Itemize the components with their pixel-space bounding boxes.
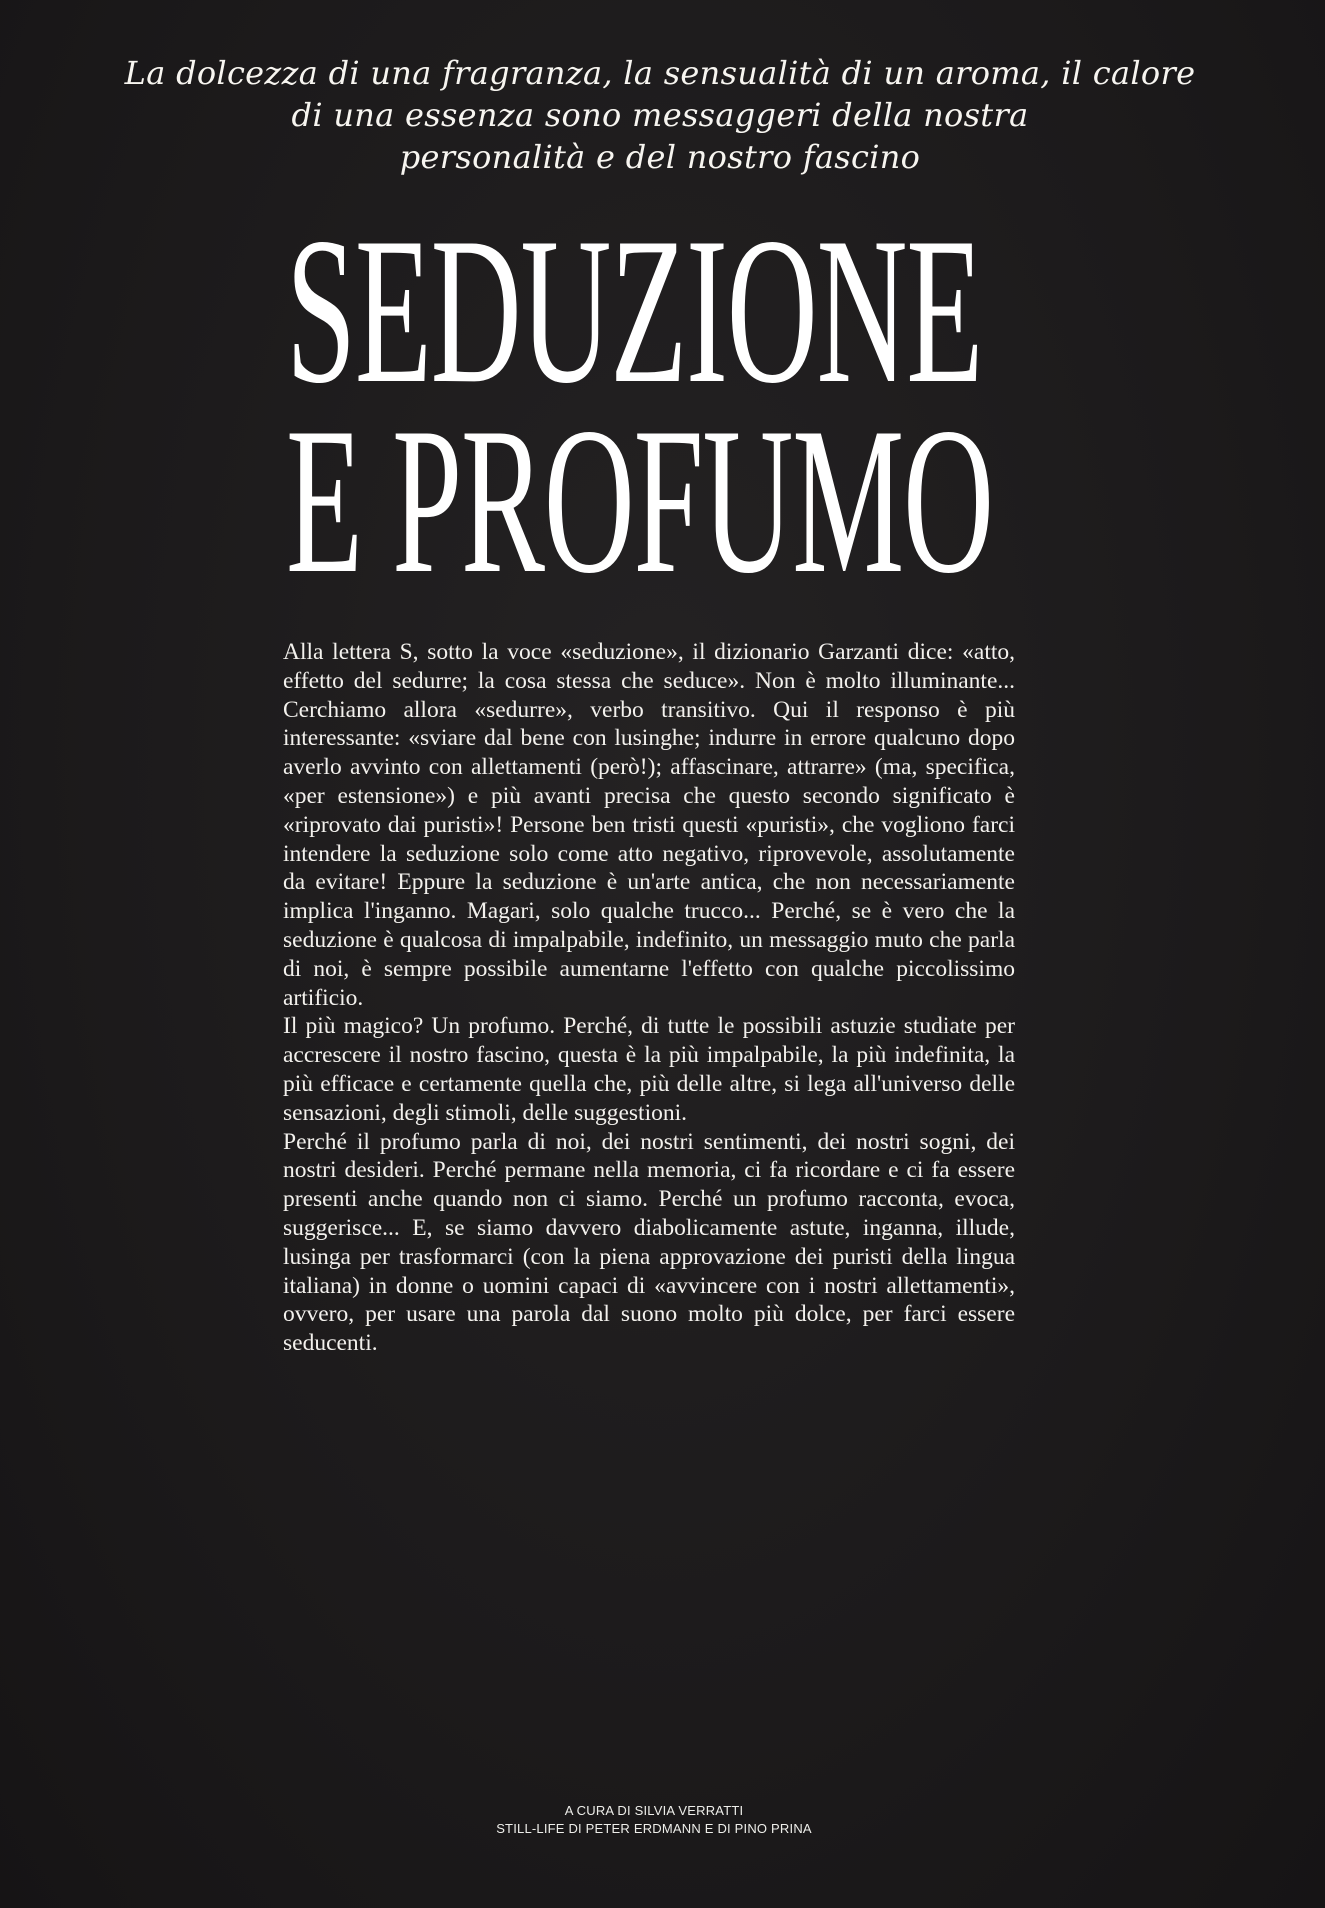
subtitle-line-2: di una essenza sono messaggeri della nostra [291,96,1029,134]
title-line-1: SEDUZIONE [286,195,983,427]
body-paragraph-1: Alla lettera S, sotto la voce «seduzione», il dizionario Garzanti dice: «atto, effetto del sedurre; la cosa stessa che seduce». Non è molto illuminante... Cerchiamo allora «sedurre», verbo transitivo. Qui il responso è più interessante: «sviare dal bene con lusinghe; indurre in errore qualcuno dopo averlo avvinto con allettamenti (però!); affascinare, attrarre» (ma, specifica, «per estensione») e più avanti precisa che questo secondo significato è «riprovato dai puristi»! Persone ben tristi questi «puristi», che vogliono farci intendere la seduzione solo come atto negativo, riprovevole, assolutamente da evitare! Eppure la seduzione è un'arte antica, che non necessariamente implica l'inganno. Magari, solo qualche trucco... Perché, se è vero che la seduzione è qualcosa di impalpabile, indefinito, un messaggio muto che parla di noi, è sempre possibile aumentarne l'effetto con qualche piccolissimo artificio. [283,639,1015,1011]
subtitle-line-1: La dolcezza di una fragranza, la sensualità di un aroma, il calore [124,54,1196,92]
body-paragraph-3: Perché il profumo parla di noi, dei nostri sentimenti, dei nostri sogni, dei nostri desideri. Perché permane nella memoria, ci fa ricordare e ci fa essere presenti anche quando non ci siamo. Perché un profumo racconta, evoca, suggerisce... E, se siamo davvero diabolicamente astute, inganna, illude, lusinga per trasformarci (con la piena approvazione dei puristi della lingua italiana) in donne o uomini capaci di «avvincere con i nostri allettamenti», ovvero, per usare una parola dal suono molto più dolce, per farci essere seducenti. [283,1128,1015,1357]
body-paragraph-2: Il più magico? Un profumo. Perché, di tutte le possibili astuzie studiate per accrescere il nostro fascino, questa è la più impalpabile, la più indefinita, la più efficace e certamente quella che, più delle altre, si lega all'universo delle sensazioni, degli stimoli, delle suggestioni. [283,1013,1015,1126]
subtitle-line-3: personalità e del nostro fascino [399,138,921,176]
credit-author: A CURA DI SILVIA VERRATTI [564,1803,744,1818]
title-line-2: E PROFUMO [286,385,993,617]
article-title [286,195,1046,617]
article-body [283,638,1015,1358]
article-credits [400,1802,908,1838]
article-subtitle [110,52,1210,178]
credit-photography: STILL-LIFE DI PETER ERDMANN E DI PINO PRINA [496,1821,812,1836]
